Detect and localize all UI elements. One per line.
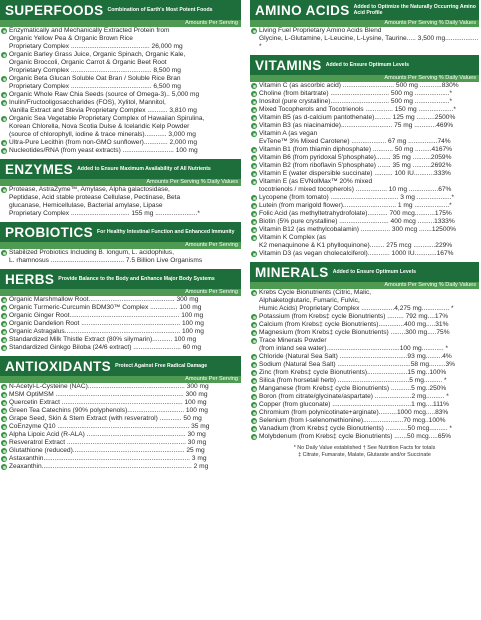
leaf-bullet-icon	[251, 410, 257, 416]
ingredient-row	[250, 226, 479, 234]
leaf-bullet-icon	[251, 171, 257, 177]
ingredient-row	[0, 304, 241, 312]
ingredient-text: Nucleotides/RNA (from yeast extracts) ............................ 100 mg	[9, 147, 198, 154]
ingredient-row	[250, 194, 479, 202]
ingredient-row	[250, 114, 479, 122]
leaf-bullet-icon	[1, 100, 7, 106]
section-enzymes	[0, 159, 241, 218]
leaf-bullet-icon	[251, 290, 257, 296]
leaf-bullet-icon	[251, 115, 257, 121]
leaf-bullet-icon	[1, 432, 7, 438]
leaf-bullet-icon	[251, 354, 257, 360]
ingredient-text: Astaxanthin................................................................................ 3 mg	[9, 455, 207, 462]
section-subtitle: Protect Against Free Radical Damage	[115, 363, 208, 369]
ingredient-text: Vanadium (from Krebs‡ cycle Bionutrients) ............50 mcg.......... *	[259, 425, 452, 432]
leaf-bullet-icon	[251, 219, 257, 225]
leaf-bullet-icon	[251, 314, 257, 320]
leaf-bullet-icon	[251, 386, 257, 392]
ingredient-row	[0, 320, 241, 328]
leaf-bullet-icon	[1, 392, 7, 398]
leaf-bullet-icon	[1, 250, 7, 256]
leaf-bullet-icon	[1, 416, 7, 422]
leaf-bullet-icon	[251, 83, 257, 89]
ingredient-row	[250, 393, 479, 401]
ingredient-text: Protease, AstraZyme™, Amylase, Alpha galactosidase, Peptidase, Acid stable protease Cellulase, Pectinase, Beta glucanase, Hemicellulase, Bacterial amylase, Lipase Proprietary Complex ................................ 155 mg .......................*	[9, 186, 200, 217]
section-title: ANTIOXIDANTS	[5, 358, 112, 374]
ingredient-row	[0, 399, 241, 407]
footnote-line: * No Daily Value established † See Nutrition Facts for totals	[293, 445, 436, 451]
ingredient-text: Organic Astragalus............................................................... 100 mg	[9, 328, 204, 335]
section-herbs	[0, 269, 241, 352]
ingredient-text: Vitamin B6 (from pyridoxal 5'phosphate)........ 35 mg ..........2059%	[259, 154, 452, 161]
ingredient-row	[250, 82, 479, 90]
leaf-bullet-icon	[251, 434, 257, 440]
leaf-bullet-icon	[251, 211, 257, 217]
leaf-bullet-icon	[1, 297, 7, 303]
ingredient-row	[250, 369, 479, 377]
ingredient-row	[250, 90, 479, 98]
antioxidants-header	[0, 356, 241, 376]
ingredient-text: Organic Marshmallow Root............................................... 300 mg	[9, 296, 199, 303]
ingredient-text: Biotin (5% pure crystalline) ........................... 400 mcg .........1333%	[259, 218, 455, 225]
ingredient-row	[250, 130, 479, 146]
section-probiotics	[0, 222, 241, 265]
amounts-header: Amounts Per Serving	[0, 242, 241, 249]
ingredient-text: Calcium (from Krebs‡ cycle Bionutrients)..............400 mg.....31%	[259, 321, 449, 328]
ingredient-row	[250, 337, 479, 353]
ingredient-row	[0, 407, 241, 415]
ingredient-row	[250, 218, 479, 226]
ingredient-text: CoEnzyme Q10 ........................................................................ 35 mg	[9, 423, 210, 430]
ingredient-text: Zeaxanthin.................................................................................. 2 mg	[9, 463, 209, 470]
ingredient-text: Vitamin C (as ascorbic acid) ............................ 500 mg ............830%	[259, 82, 459, 89]
ingredient-text: Inositol (pure crystalline)................................ 500 mg ...................*	[259, 98, 453, 105]
ingredient-text: Vitamin B2 (from riboflavin 5'phosphate) ....... 35 mg ..........2692%	[259, 162, 452, 169]
leaf-bullet-icon	[1, 345, 7, 351]
section-gap	[0, 471, 241, 475]
ingredient-text: Glutathione (reduced)............................................................. 25 mg	[9, 447, 205, 454]
right-column	[250, 0, 479, 458]
amounts-header: Amounts Per Serving	[0, 20, 241, 27]
ingredient-row	[250, 178, 479, 194]
leaf-bullet-icon	[251, 28, 257, 34]
section-subtitle: Combination of Earth's Most Potent Foods	[107, 7, 213, 13]
ingredient-row	[250, 146, 479, 154]
ingredient-text: MSM OptiMSM ...................................................................... 300 mg	[9, 391, 208, 398]
section-title: PROBIOTICS	[5, 224, 94, 240]
ingredient-row	[0, 312, 241, 320]
probiotics-header	[0, 222, 241, 242]
section-superfoods	[0, 0, 241, 155]
section-subtitle: Added to Optimize the Naturally Occurring Amino Acid Profile	[353, 4, 476, 16]
ingredient-row	[0, 344, 241, 352]
ingredient-text: Quercetin Extract .................................................................. 100 mg	[9, 399, 207, 406]
ingredient-row	[250, 377, 479, 385]
ingredient-text: Lycopene (from tomato) ..................................... 3 mg ...................*	[259, 194, 455, 201]
ingredient-row	[0, 439, 241, 447]
ingredient-row	[0, 328, 241, 336]
amounts-header: Amounts Per Serving % Daily Values	[250, 282, 479, 289]
ingredient-text: Organic Turmeric-Curcumin BDM30™ Complex ............... 100 mg	[9, 304, 202, 311]
amounts-header: Amounts Per Serving % Daily Values	[250, 20, 479, 27]
leaf-bullet-icon	[1, 448, 7, 454]
leaf-bullet-icon	[251, 123, 257, 129]
leaf-bullet-icon	[1, 116, 7, 122]
leaf-bullet-icon	[1, 321, 7, 327]
ingredient-text: Stabilized Probiotics Including B. longum, L. acidophilus, L. rhamnosus ........................................ 7.5 Billion Live Organisms	[9, 249, 203, 264]
ingredient-text: Trace Minerals Powder (from inland sea water)........................................100 mg............ *	[259, 337, 449, 352]
ingredient-text: Choline (from bitartrate) ................................ 500 mg ...................*	[259, 90, 453, 97]
leaf-bullet-icon	[251, 203, 257, 209]
section-vitamins	[250, 55, 479, 258]
leaf-bullet-icon	[251, 338, 257, 344]
minerals-header	[250, 262, 479, 282]
ingredient-row	[250, 313, 479, 321]
section-subtitle: Added to Ensure Optimum Levels	[325, 62, 410, 68]
ingredient-text: Vitamin K Complex (as K2 menaquinone & K1 phylloquinone)........ 275 mcg ............229%	[259, 234, 453, 249]
leaf-bullet-icon	[1, 76, 7, 82]
leaf-bullet-icon	[251, 155, 257, 161]
ingredient-row	[0, 249, 241, 265]
section-title: VITAMINS	[255, 57, 322, 73]
ingredient-row	[250, 170, 479, 178]
leaf-bullet-icon	[251, 322, 257, 328]
leaf-bullet-icon	[251, 227, 257, 233]
leaf-bullet-icon	[251, 131, 257, 137]
ingredient-text: Vitamin E (water dispersible succinate) .......... 100 IU...........333%	[259, 170, 451, 177]
ingredient-text: Organic Beta Glucan Soluble Oat Bran / Soluble Rice Bran Proprietary Complex ............................................ 6,500 mg	[9, 75, 181, 90]
leaf-bullet-icon	[1, 305, 7, 311]
ingredient-text: Enzymatically and Mechanically Extracted Protein from Organic Yellow Pea & Organic Brown Rice Proprietary Complex ........................................... 26,000 mg	[9, 27, 183, 50]
section-subtitle: Provide Balance to the Body and Enhance Major Body Systems	[58, 276, 215, 282]
leaf-bullet-icon	[1, 456, 7, 462]
ingredient-row	[250, 433, 479, 441]
ingredient-row	[0, 455, 241, 463]
ingredient-row	[0, 423, 241, 431]
ingredient-text: Lutein (from marigold flower)............................. 1 mg ...................*	[259, 202, 452, 209]
leaf-bullet-icon	[1, 92, 7, 98]
section-title: ENZYMES	[5, 161, 74, 177]
ingredient-row	[250, 162, 479, 170]
leaf-bullet-icon	[251, 370, 257, 376]
leaf-bullet-icon	[251, 147, 257, 153]
ingredient-text: Vitamin B3 (as niacinamide)............................ 75 mg ............469%	[259, 122, 454, 129]
ingredient-row	[0, 415, 241, 423]
ingredient-text: Green Tea Catechins (90% polyphenols)............................... 100 mg	[9, 407, 208, 414]
ingredient-text: Vitamin B5 (as d-calcium pantothenate)......... 125 mg ..........2500%	[259, 114, 456, 121]
vitamins-header	[250, 55, 479, 75]
ingredient-text: Vitamin E (as EVNolMax™ 20% mixed tocotrienols / mixed tocopherols) ................. 10 mg ................67%	[259, 178, 452, 193]
ingredient-row	[0, 51, 241, 75]
ingredient-text: Krebs Cycle Bionutrients (Citric, Malic, Alphaketoglutaric, Fumaric, Fulvic, Humic Acids) Proprietary Complex ..................4,275 mg............... *	[259, 289, 454, 312]
ingredient-row	[250, 122, 479, 130]
ingredient-text: Vitamin B1 (from thiamin diphosphate) ........... 50 mg .........4167%	[259, 146, 453, 153]
ingredient-row	[0, 296, 241, 304]
leaf-bullet-icon	[1, 148, 7, 154]
leaf-bullet-icon	[251, 99, 257, 105]
ingredient-text: Alpha Lipoic Acid (R-ALA) ...................................................... 30 mg	[9, 431, 206, 438]
ingredient-row	[0, 431, 241, 439]
leaf-bullet-icon	[1, 313, 7, 319]
leaf-bullet-icon	[1, 329, 7, 335]
amounts-header: Amounts Per Serving	[0, 376, 241, 383]
ingredient-row	[0, 447, 241, 455]
section-subtitle: Added to Ensure Maximum Availability of All Nutrients	[77, 166, 211, 172]
ingredient-row	[250, 202, 479, 210]
ingredient-row	[250, 27, 479, 51]
section-subtitle: Added to Ensure Optimum Levels	[332, 269, 417, 275]
herbs-header	[0, 269, 241, 289]
ingredient-row	[0, 463, 241, 471]
ingredient-text: Folic Acid (as methyltetrahydrofolate)........... 700 mcg...........175%	[259, 210, 452, 217]
ingredient-text: Potassium (from Krebs‡ cycle Bionutrients) ......... 792 mg....17%	[259, 313, 449, 320]
ingredient-row	[250, 289, 479, 313]
ingredient-text: Copper (from gluconate) ...........................................1 mg....111%	[259, 401, 449, 408]
amounts-header: Amounts Per Serving	[0, 289, 241, 296]
section-title: AMINO ACIDS	[255, 2, 350, 18]
section-title: MINERALS	[255, 264, 329, 280]
ingredient-text: Boron (from citrate/glycinate/aspartate) ....................2 mg.......... *	[259, 393, 449, 400]
ingredient-text: N-Acetyl-L-Cysteine (NAC)..................................................... 300 mg	[9, 383, 209, 390]
ingredient-text: Organic Dandelion Root ...................................................... 100 mg	[9, 320, 204, 327]
leaf-bullet-icon	[1, 187, 7, 193]
leaf-bullet-icon	[1, 408, 7, 414]
leaf-bullet-icon	[1, 384, 7, 390]
amino-header	[250, 0, 479, 20]
ingredient-row	[0, 391, 241, 399]
ingredient-text: Silica (from horsetail herb) .......................................5 mg.......... *	[259, 377, 447, 384]
ingredient-text: Standardized Ginkgo Biloba (24/6 extract) .......................... 60 mg	[9, 344, 202, 351]
ingredient-text: Living Fuel Proprietary Amino Acids Blend Glycine, L-Glutamine, L-Leucine, L-Lysine, Taurine..... 3,500 mg.................. *	[259, 27, 479, 50]
ingredient-row	[0, 186, 241, 218]
ingredient-row	[250, 98, 479, 106]
section-subtitle: For Healthy Intestinal Function and Enhanced Immunity	[97, 229, 235, 235]
leaf-bullet-icon	[251, 426, 257, 432]
ingredient-row	[250, 210, 479, 218]
ingredient-text: Grape Seed, Skin & Stem Extract (with resveratrol) ............ 50 mg	[9, 415, 202, 422]
ingredient-row	[0, 147, 241, 155]
ingredient-text: Standardized Milk Thistle Extract (80% silymarin)........... 100 mg	[9, 336, 197, 343]
amounts-header: Amounts Per Serving % Daily Values	[0, 179, 241, 186]
ingredient-row	[250, 329, 479, 337]
leaf-bullet-icon	[1, 424, 7, 430]
ingredient-row	[0, 115, 241, 139]
ingredient-text: Chromium (from polynicotinate+arginate)..........1000 mcg.....83%	[259, 409, 449, 416]
amounts-header: Amounts Per Serving % Daily Values	[250, 75, 479, 82]
leaf-bullet-icon	[1, 28, 7, 34]
leaf-bullet-icon	[251, 251, 257, 257]
leaf-bullet-icon	[251, 107, 257, 113]
leaf-bullet-icon	[251, 235, 257, 241]
leaf-bullet-icon	[251, 195, 257, 201]
ingredient-row	[250, 401, 479, 409]
ingredient-text: Ultra-Pure Lecithin (from non-GMO sunflower)............. 2,000 mg	[9, 139, 197, 146]
leaf-bullet-icon	[251, 330, 257, 336]
ingredient-row	[250, 106, 479, 114]
ingredient-text: Vitamin A (as vegan EvTene™ 3% Mixed Carotene) ................... 67 mg ................74%	[259, 130, 451, 145]
ingredient-text: Chloride (Natural Sea Salt) .....................................93 mg.........4%	[259, 353, 452, 360]
ingredient-text: Sodium (Natural Sea Salt) ........................................58 mg.........3%	[259, 361, 456, 368]
ingredient-text: Vitamin B12 (as methylcobalamin) ................ 300 mcg .......12500%	[259, 226, 457, 233]
leaf-bullet-icon	[251, 163, 257, 169]
ingredient-row	[0, 383, 241, 391]
ingredient-text: Manganese (from Krebs‡ cycle Bionutrients) ...........5 mg..250%	[259, 385, 447, 392]
ingredient-text: Molybdenum (from Krebs‡ cycle Bionutrients) .......50 mcg.....65%	[259, 433, 452, 440]
ingredient-text: Organic Ginger Root............................................................ 100 mg	[9, 312, 204, 319]
ingredient-row	[250, 385, 479, 393]
leaf-bullet-icon	[251, 394, 257, 400]
ingredient-row	[250, 409, 479, 417]
leaf-bullet-icon	[251, 179, 257, 185]
leaf-bullet-icon	[1, 464, 7, 470]
ingredient-text: Mixed Tocopherols and Tocotrienols ............... 150 mg ...................*	[259, 106, 456, 113]
leaf-bullet-icon	[1, 337, 7, 343]
ingredient-text: Vitamin D3 (as vegan cholecalciferol)............ 1000 IU............167%	[259, 250, 454, 257]
ingredient-row	[250, 425, 479, 433]
ingredient-text: Inulin/Fructooligosaccharides (FOS), Xylitol, Mannitol, Vanilla Extract and Stevia Proprietary Complex ........... 3,810 mg	[9, 99, 197, 114]
ingredient-row	[250, 417, 479, 425]
footnote-line: ‡ Citrate, Fumarate, Malate, Glutarate and/or Succinate	[298, 451, 431, 458]
ingredient-text: Organic Sea Vegetable Proprietary Complex of Hawaiian Spirulina, Korean Chlorella, Nova Scotia Dulse & Icelandic Kelp Powder (source of chlorophyll, iodine & trace minerals)............ 3,000 mg	[9, 115, 205, 138]
section-title: SUPERFOODS	[5, 2, 104, 18]
section-title: HERBS	[5, 271, 55, 287]
ingredient-text: Resveratrol Extract ................................................................. 30 mg	[9, 439, 207, 446]
superfoods-header	[0, 0, 241, 20]
ingredient-text: Organic Whole Raw Chia Seeds (source of Omega-3).. 5,000 mg	[9, 91, 200, 98]
ingredient-row	[250, 353, 479, 361]
ingredient-row	[250, 154, 479, 162]
leaf-bullet-icon	[251, 402, 257, 408]
left-column	[0, 0, 241, 475]
ingredient-row	[0, 75, 241, 91]
footnotes	[250, 445, 479, 458]
ingredient-row	[0, 336, 241, 344]
ingredient-row	[0, 99, 241, 115]
ingredient-row	[250, 361, 479, 369]
leaf-bullet-icon	[1, 52, 7, 58]
section-minerals	[250, 262, 479, 441]
ingredient-text: Zinc (from Krebs‡ cycle Bionutrients)......................15 mg..100%	[259, 369, 447, 376]
leaf-bullet-icon	[1, 440, 7, 446]
ingredient-text: Magnesium (from Krebs‡ cycle Bionutrients) ........300 mg.....75%	[259, 329, 450, 336]
enzymes-header	[0, 159, 241, 179]
ingredient-row	[0, 91, 241, 99]
ingredient-row	[250, 250, 479, 258]
ingredient-row	[250, 234, 479, 250]
leaf-bullet-icon	[251, 362, 257, 368]
ingredient-row	[0, 139, 241, 147]
leaf-bullet-icon	[251, 378, 257, 384]
leaf-bullet-icon	[1, 400, 7, 406]
ingredient-text: Selenium (from l-selenomethionine)......................70 mcg..100%	[259, 417, 446, 424]
leaf-bullet-icon	[251, 91, 257, 97]
section-amino	[250, 0, 479, 51]
leaf-bullet-icon	[251, 418, 257, 424]
ingredient-row	[250, 321, 479, 329]
ingredient-text: Organic Barley Grass Juice, Organic Spinach, Organic Kale, Organic Broccoli, Organic Carrot & Organic Beet Root Proprietary Complex ............................................ 8,500 mg	[9, 51, 186, 74]
ingredient-row	[0, 27, 241, 51]
section-antioxidants	[0, 356, 241, 471]
leaf-bullet-icon	[1, 140, 7, 146]
